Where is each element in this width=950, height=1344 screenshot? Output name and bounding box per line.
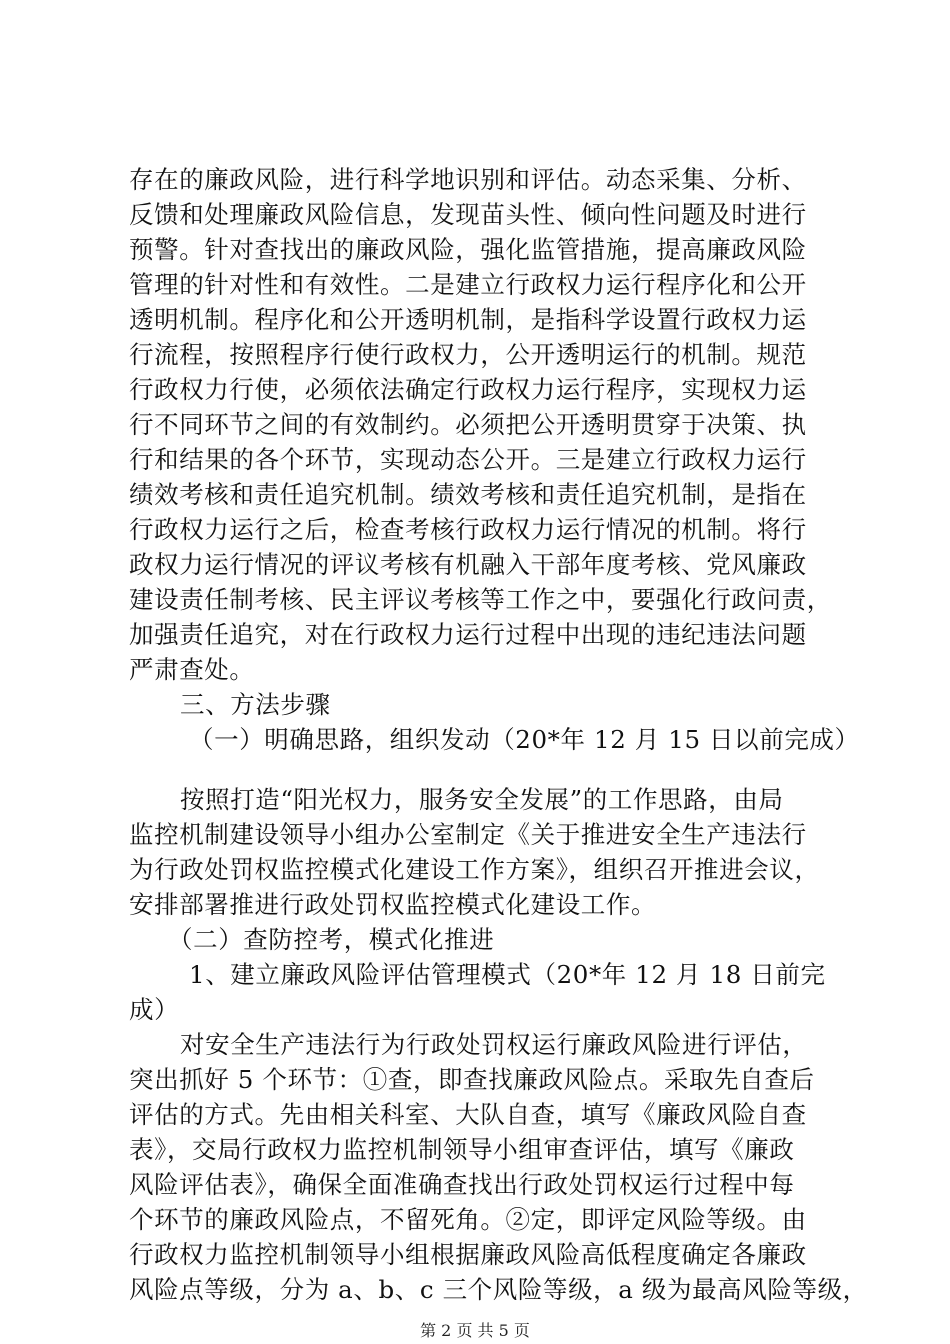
text-line: 政权力运行情况的评议考核有机融入干部年度考核、党风廉政	[129, 550, 807, 579]
text-line: 突出抓好 5 个环节：①查，即查找廉政风险点。采取先自查后	[129, 1065, 815, 1094]
text-line: 行不同环节之间的有效制约。必须把公开透明贯穿于决策、执	[129, 410, 807, 439]
text-line: 透明机制。程序化和公开透明机制，是指科学设置行政权力运	[129, 305, 807, 334]
text-line: 行政权力运行之后，检查考核行政权力运行情况的机制。将行	[129, 515, 807, 544]
text-line: 行政权力监控机制领导小组根据廉政风险高低程度确定各廉政	[129, 1240, 807, 1269]
text-line: 安排部署推进行政处罚权监控模式化建设工作。	[129, 890, 657, 919]
text-line: 预警。针对查找出的廉政风险，强化监管措施，提高廉政风险	[129, 235, 807, 264]
text-line: 风险点等级，分为 a、b、c 三个风险等级，a 级为最高风险等级，	[129, 1275, 868, 1304]
text-line: 行流程，按照程序行使行政权力，公开透明运行的机制。规范	[129, 340, 807, 369]
text-line: 反馈和处理廉政风险信息，发现苗头性、倾向性问题及时进行	[129, 200, 807, 229]
text-line: 加强责任追究，对在行政权力运行过程中出现的违纪违法问题	[129, 620, 807, 649]
section-heading: 三、方法步骤	[180, 690, 331, 719]
item-heading: 成）	[129, 995, 180, 1024]
text-line: 建设责任制考核、民主评议考核等工作之中，要强化行政问责，	[129, 585, 832, 614]
text-line: 表》，交局行政权力监控机制领导小组审查评估，填写《廉政	[129, 1135, 795, 1164]
subsection-heading: （一）明确思路，组织发动（20*年 12 月 15 日以前完成）	[189, 725, 860, 754]
text-line: 按照打造“阳光权力，服务安全发展”的工作思路，由局	[180, 785, 784, 814]
text-line: 行政权力行使，必须依法确定行政权力运行程序，实现权力运	[129, 375, 807, 404]
text-line: 监控机制建设领导小组办公室制定《关于推进安全生产违法行	[129, 820, 807, 849]
item-heading: 1、建立廉政风险评估管理模式（20*年 12 月 18 日前完	[189, 960, 826, 989]
text-line: 行和结果的各个环节，实现动态公开。三是建立行政权力运行	[129, 445, 807, 474]
page-footer: 第 2 页 共 5 页	[420, 1321, 530, 1340]
subsection-heading: （二）查防控考，模式化推进	[168, 925, 495, 954]
text-line: 绩效考核和责任追究机制。绩效考核和责任追究机制，是指在	[129, 480, 807, 509]
text-line: 风险评估表》，确保全面准确查找出行政处罚权运行过程中每	[129, 1170, 795, 1199]
text-line: 对安全生产违法行为行政处罚权运行廉政风险进行评估，	[180, 1030, 808, 1059]
text-line: 为行政处罚权监控模式化建设工作方案》，组织召开推进会议，	[129, 855, 820, 884]
text-line: 存在的廉政风险，进行科学地识别和评估。动态采集、分析、	[129, 165, 807, 194]
text-line: 个环节的廉政风险点，不留死角。②定，即评定风险等级。由	[129, 1205, 807, 1234]
text-line: 严肃查处。	[129, 655, 255, 684]
text-line: 评估的方式。先由相关科室、大队自查，填写《廉政风险自查	[129, 1100, 807, 1129]
text-line: 管理的针对性和有效性。二是建立行政权力运行程序化和公开	[129, 270, 807, 299]
